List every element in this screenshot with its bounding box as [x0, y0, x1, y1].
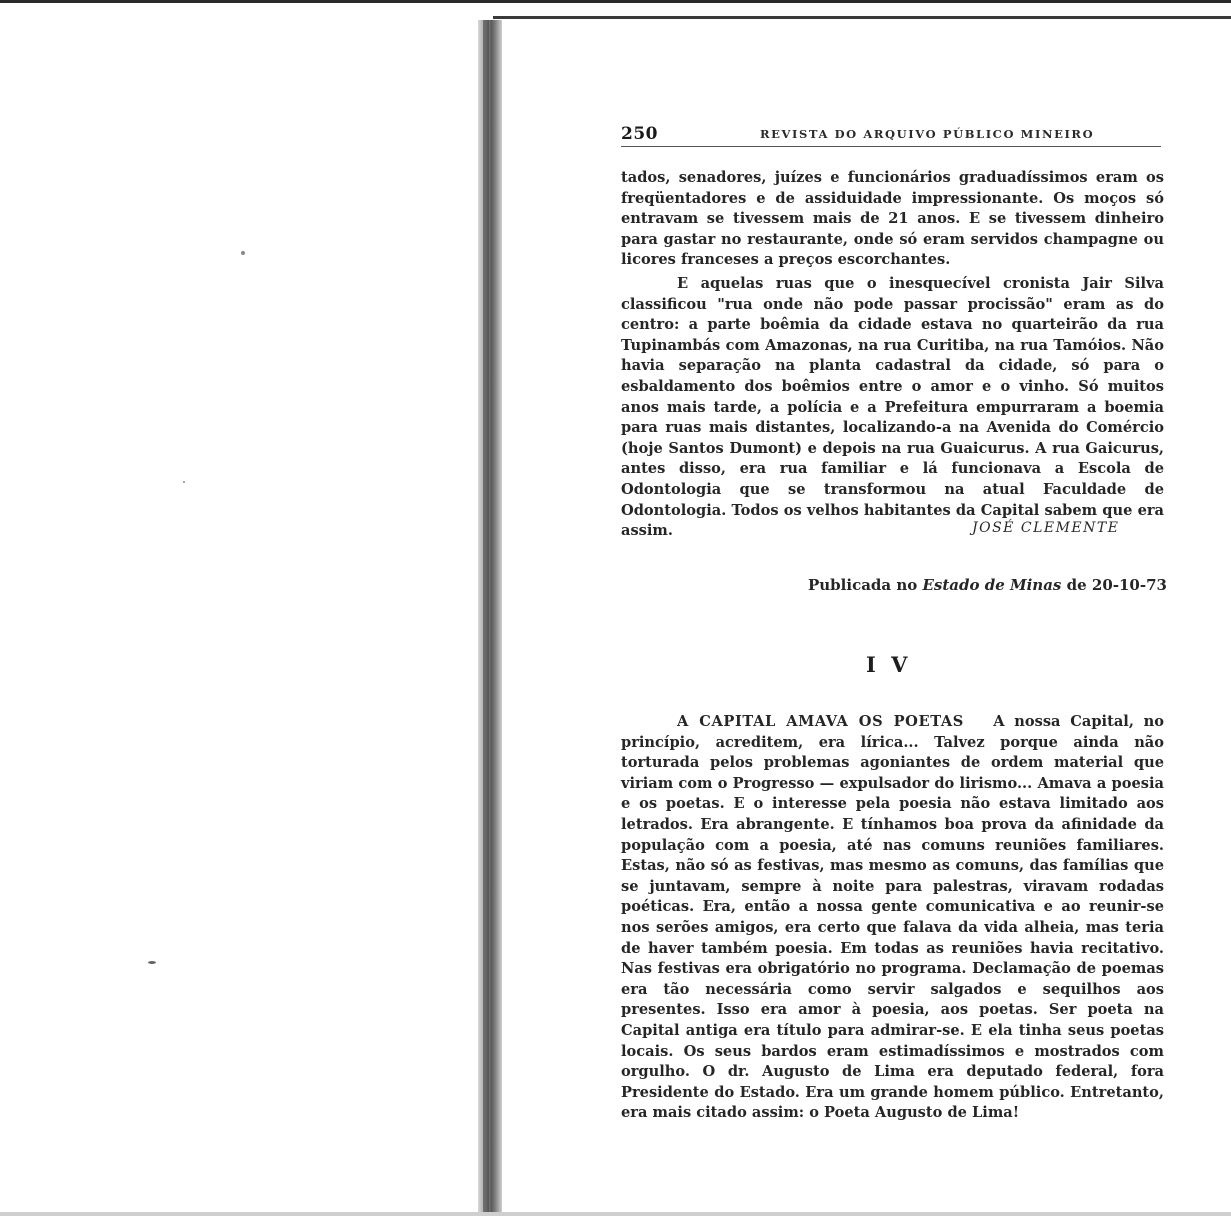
book-gutter — [478, 20, 502, 1216]
journal-title: REVISTA DO ARQUIVO PÚBLICO MINEIRO — [760, 127, 1095, 141]
scan-speck — [183, 481, 185, 483]
left-blank-page — [0, 3, 478, 1216]
paragraph-text: tados, senadores, juízes e funcionários graduadíssimos eram os freqüentadores e de assiduidade impressionante. Os moços só entravam se tivessem mais de 21 anos. E se tivessem dinheiro para gastar no restaurante, onde só eram servidos champagne ou licores franceses a preços escorchantes. — [621, 169, 1164, 269]
right-page-top-edge — [493, 16, 1231, 19]
scan-bottom-edge — [0, 1212, 1231, 1216]
publication-date: 20-10-73 — [1091, 576, 1167, 594]
continued-paragraph — [621, 168, 1164, 271]
scan-speck — [241, 251, 245, 255]
publication-prefix: Publicada no — [808, 576, 918, 594]
author-signature: JOSÉ CLEMENTE — [972, 520, 1120, 536]
section-title: A CAPITAL AMAVA OS POETAS — [677, 713, 964, 730]
gutter-shadow — [483, 20, 489, 1216]
paragraph-text: E aquelas ruas que o inesquecível cronista Jair Silva classificou "rua onde não pode passar procissão" eram as do centro: a parte boêmia da cidade estava no quarteirão da rua Tupinambás com Amazonas, na rua Curitiba, na rua Tamóios. Não havia separação na planta cadastral da cidade, só para o esbaldamento dos boêmios entre o amor e o vinho. Só muitos anos mais tarde, a polícia e a Prefeitura empurraram a boemia para ruas mais distantes, localizando-a na Avenida do Comércio (hoje Santos Dumont) e depois na rua Guaicurus. A rua Gaicurus, antes disso, era rua familiar e lá funcionava a Escola de Odontologia que se transformou na atual Faculdade de Odontologia. Todos os velhos habitantes da Capital sabem que era assim. — [621, 275, 1164, 540]
scan-speck — [148, 961, 156, 964]
section-body — [621, 712, 1164, 1124]
newspaper-name: Estado de Minas — [922, 576, 1062, 594]
publication-note — [808, 576, 1167, 594]
section-numeral: I V — [866, 652, 912, 677]
publication-connector: de — [1066, 576, 1087, 594]
section-paragraph — [621, 712, 1164, 1124]
streets-paragraph — [621, 274, 1164, 542]
section-body-text: A nossa Capital, no princípio, acreditem, era lírica... Talvez porque ainda não torturada pelos problemas agoniantes de ordem material que viriam com o Progresso — expulsador do lirismo... Amava a poesia e os poetas. E o interesse pela poesia não estava limitado aos letrados. Era abrangente. E tínhamos boa prova da afinidade da população com a poesia, até nas comuns reuniões familiares. Estas, não só as festivas, mas mesmo as comuns, das famílias que se juntavam, sempre à noite para palestras, viravam rodadas poéticas. Era, então a nossa gente comunicativa e ao reunir-se nos serões amigos, era certo que falava da vida alheia, mas teria de haver também poesia. Em todas as reuniões havia recitativo. Nas festivas era obrigatório no programa. Declamação de poemas era tão necessária como servir salgados e sequilhos aos presentes. Isso era amor à poesia, aos poetas. Ser poeta na Capital antiga era título para admirar-se. E ela tinha seus poetas locais. Os seus bardos eram estimadíssimos e mostrados com orgulho. O dr. Augusto de Lima era deputado federal, fora Presidente do Estado. Era um grande homem público. Entretanto, era mais citado assim: o Poeta Augusto de Lima! — [621, 713, 1164, 1122]
header-rule — [621, 146, 1161, 147]
page-number: 250 — [621, 124, 658, 144]
running-head — [621, 124, 1161, 148]
